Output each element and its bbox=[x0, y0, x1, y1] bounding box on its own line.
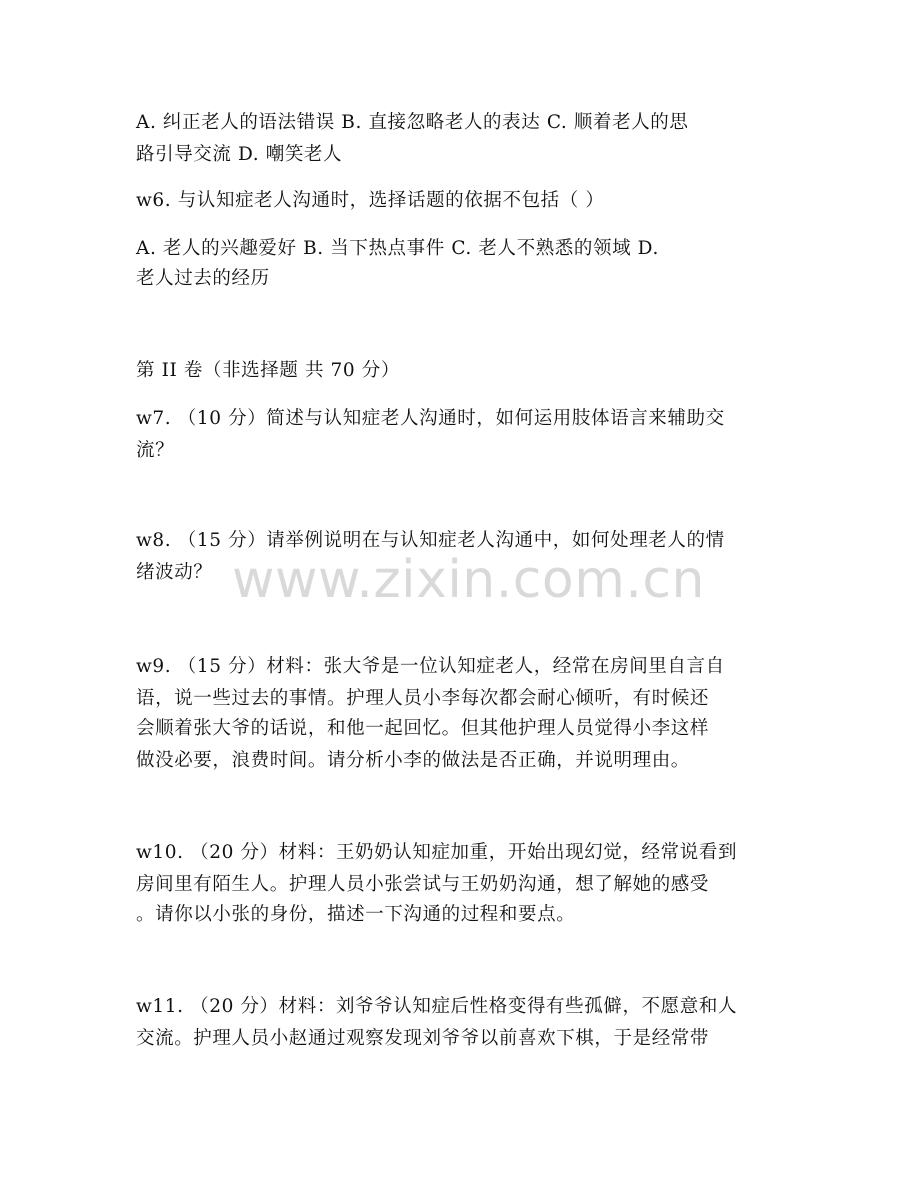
q9-line-2: 语，说一些过去的事情。护理人员小李每次都会耐心倾听，有时候还 bbox=[136, 688, 710, 709]
q6-options-line-2: 老人过去的经历 bbox=[136, 268, 270, 289]
q9-line-3: 会顺着张大爷的话说，和他一起回忆。但其他护理人员觉得小李这样 bbox=[136, 718, 710, 739]
q9-line-1: w9. （15 分）材料：张大爷是一位认知症老人，经常在房间里自言自 bbox=[136, 656, 725, 677]
section-heading: 第 II 卷（非选择题 共 70 分） bbox=[136, 360, 400, 381]
q5-options-line-1: A. 纠正老人的语法错误 B. 直接忽略老人的表达 C. 顺着老人的思 bbox=[136, 112, 689, 133]
watermark: www.zixin.com.cn bbox=[232, 550, 705, 610]
q9-line-4: 做没必要，浪费时间。请分析小李的做法是否正确，并说明理由。 bbox=[136, 750, 690, 771]
q8-line-1: w8. （15 分）请举例说明在与认知症老人沟通中，如何处理老人的情 bbox=[136, 530, 725, 551]
q5-options-line-2: 路引导交流 D. 嘲笑老人 bbox=[136, 144, 343, 165]
q10-line-1: w10. （20 分）材料：王奶奶认知症加重，开始出现幻觉，经常说看到 bbox=[136, 842, 738, 863]
q11-line-1: w11. （20 分）材料：刘爷爷认知症后性格变得有些孤僻，不愿意和人 bbox=[136, 996, 738, 1017]
q10-line-2: 房间里有陌生人。护理人员小张尝试与王奶奶沟通，想了解她的感受 bbox=[136, 874, 710, 895]
q7-line-1: w7. （10 分）简述与认知症老人沟通时，如何运用肢体语言来辅助交 bbox=[136, 408, 725, 429]
q10-line-3: 。请你以小张的身份，描述一下沟通的过程和要点。 bbox=[136, 904, 576, 925]
q6-question: w6. 与认知症老人沟通时，选择话题的依据不包括（ ） bbox=[136, 190, 605, 211]
q7-line-2: 流？ bbox=[136, 440, 175, 461]
q11-line-2: 交流。护理人员小赵通过观察发现刘爷爷以前喜欢下棋，于是经常带 bbox=[136, 1028, 710, 1049]
q6-options-line-1: A. 老人的兴趣爱好 B. 当下热点事件 C. 老人不熟悉的领域 D. bbox=[136, 238, 659, 259]
q8-line-2: 绪波动？ bbox=[136, 562, 213, 583]
